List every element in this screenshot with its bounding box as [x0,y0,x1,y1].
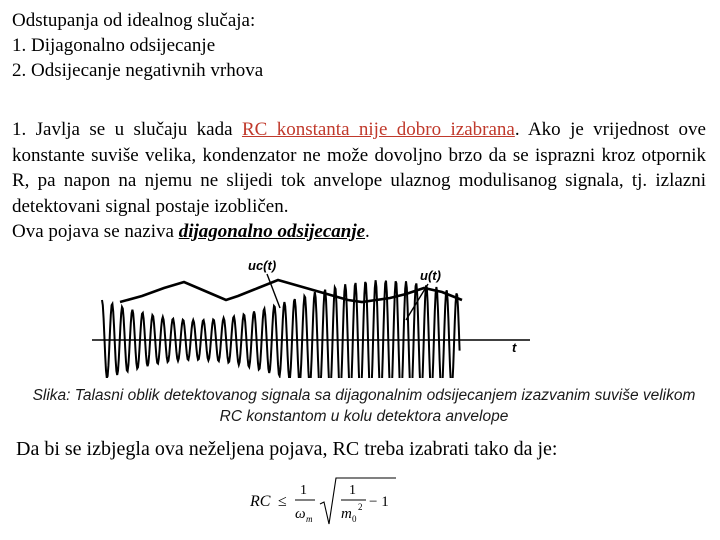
formula-rc: RC [250,493,271,510]
formula-omega-sub: m [306,514,313,524]
intro-item-1: 1. Dijagonalno odsijecanje [12,35,216,56]
formula-square: 2 [358,502,363,512]
formula-num-2: 1 [349,483,356,498]
explanation-paragraph [12,117,706,245]
para-text-2: . Ako je vrijednost ove konstante suviše velika, kondenzator ne može dovoljno brzo da se isprazni kroz otpornik R, pa napon na njemu ne slijedi tok anvelope ulaznog modulisanog signala, tj. izlazni detektovani signal postaje izobličen. [12,119,706,217]
condition-sentence: Da bi se izbjegla ova neželjena pojava, RC treba izabrati tako da je: [16,438,558,460]
para-line2-suffix: . [365,221,370,242]
uc-label: uc(t) [248,258,277,273]
u-label: u(t) [420,268,441,283]
rc-condition-formula [248,474,398,530]
intro-heading: Odstupanja od idealnog slučaja: [12,10,256,31]
formula-minus-one: − 1 [369,494,389,510]
t-axis-label: t [512,340,517,355]
formula-m: m [341,506,352,522]
intro-block [12,8,263,83]
diagonal-clipping-term: dijagonalno odsijecanje [178,221,366,242]
detected-signal [120,280,462,302]
para-text-1: 1. Javlja se u slučaju kada [12,119,242,140]
formula-omega: ω [295,506,306,522]
formula-num-1: 1 [300,483,307,498]
intro-item-2: 2. Odsijecanje negativnih vrhova [12,60,264,81]
waveform-figure [80,248,550,378]
figure-caption: Slika: Talasni oblik detektovanog signala sa dijagonalnim odsijecanjem izazvanim suviše velikom RC konstantom u kolu detektora anvelope [32,387,696,425]
rc-constant-highlight: RC konstanta nije dobro izabrana [241,119,515,140]
para-line2-prefix: Ova pojava se naziva [12,221,179,242]
formula-le: ≤ [278,493,287,510]
formula-m-sub: 0 [352,514,357,524]
